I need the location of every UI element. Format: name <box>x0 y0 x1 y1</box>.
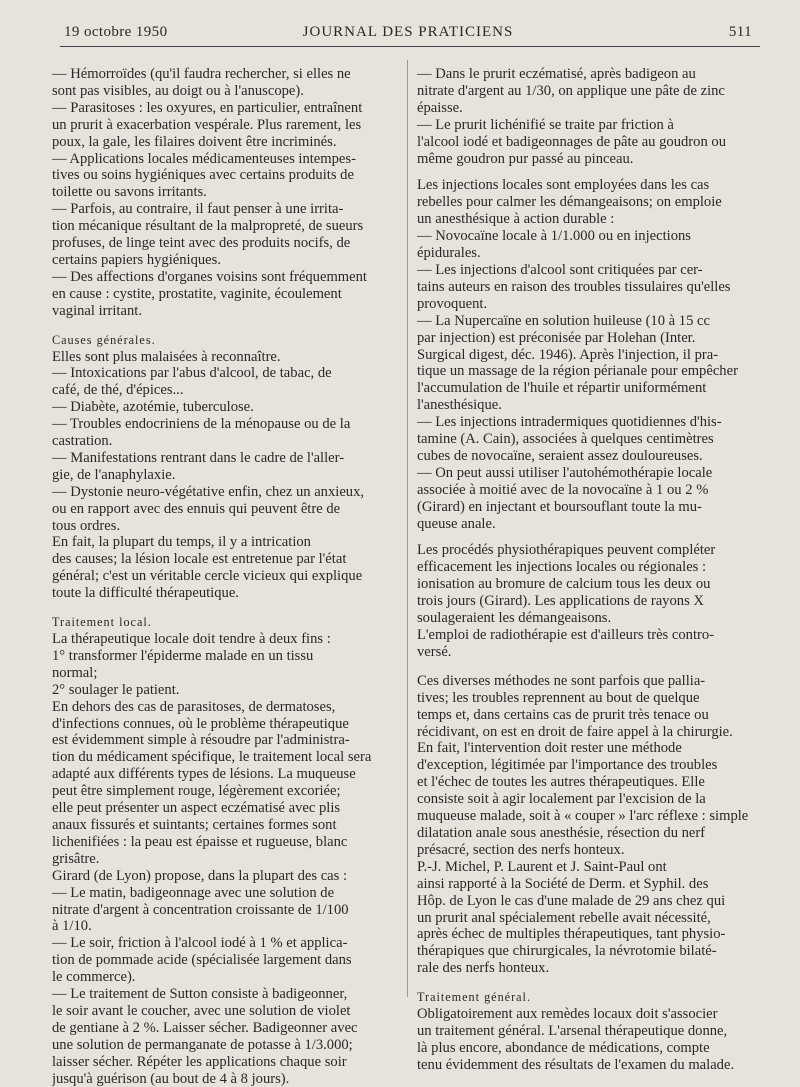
text-line: épidurales. <box>417 245 481 262</box>
text-line: tion mécanique résultant de la malpropreté, de sueurs <box>52 218 364 235</box>
text-line: poux, la gale, les filaires doivent être incriminés. <box>52 133 337 150</box>
text-line: — Troubles endocriniens de la ménopause ou de la <box>52 416 351 433</box>
text-line: par injection) est préconisée par Holehan (Inter. <box>417 329 696 346</box>
left-column <box>52 66 398 1087</box>
text-line: en cause : cystite, prostatite, vaginite, écoulement <box>52 285 342 302</box>
text-line: En dehors des cas de parasitoses, de dermatoses, <box>52 698 336 715</box>
text-line: gie, de l'anaphylaxie. <box>52 466 176 483</box>
text-line: P.-J. Michel, P. Laurent et J. Saint-Paul ont <box>417 858 667 875</box>
section-heading: Traitement local. <box>52 615 152 630</box>
text-line: ainsi rapporté à la Société de Derm. et Syphil. des <box>417 875 709 892</box>
text-line: le commerce). <box>52 969 136 986</box>
text-line: ou en rapport avec des ennuis qui peuvent être de <box>52 500 341 517</box>
text-line: — Intoxications par l'abus d'alcool, de tabac, de <box>52 365 332 382</box>
text-line: Girard (de Lyon) propose, dans la plupart des cas : <box>52 867 348 884</box>
text-line: — Hémorroïdes (qu'il faudra rechercher, si elles ne <box>52 66 351 82</box>
paragraph-gap <box>417 532 767 542</box>
text-line: des causes; la lésion locale est entretenue par l'état <box>52 551 347 568</box>
section-heading: Traitement général. <box>417 990 531 1005</box>
text-line: thérapiques que chirurgicales, la névrotomie bilaté- <box>417 943 717 960</box>
paragraph-gap <box>417 661 767 673</box>
text-line: tous ordres. <box>52 517 121 534</box>
text-line: grisâtre. <box>52 850 100 867</box>
text-line: un prurit anal spécialement rebelle avait nécessité, <box>417 909 711 926</box>
text-line: Obligatoirement aux remèdes locaux doit s'associer <box>417 1006 718 1023</box>
text-line: récidivant, on est en droit de faire appel à la chirurgie. <box>417 723 733 740</box>
text-line: 2° soulager le patient. <box>52 681 180 698</box>
text-line: — Les injections d'alcool sont critiquées par cer- <box>417 261 703 278</box>
text-line: En fait, la plupart du temps, il y a intrication <box>52 534 311 551</box>
text-line: castration. <box>52 433 113 450</box>
right-column <box>417 66 767 1074</box>
text-line: vaginal irritant. <box>52 302 142 319</box>
text-line: — On peut aussi utiliser l'autohémothérapie locale <box>417 464 713 481</box>
text-line: elle peut présenter un aspect eczématisé avec plis <box>52 800 341 817</box>
paragraph-gap <box>52 320 398 332</box>
text-line: toilette ou savons irritants. <box>52 184 207 201</box>
text-line: trois jours (Girard). Les applications de rayons X <box>417 593 704 610</box>
text-line: là plus encore, abondance de médications, compte <box>417 1039 710 1056</box>
text-line: associée à moitié avec de la novocaïne à 1 ou 2 % <box>417 481 709 498</box>
text-line: Surgical digest, déc. 1946). Après l'injection, il pra- <box>417 346 719 363</box>
text-line: cubes de novocaïne, seraient assez douloureuses. <box>417 447 703 464</box>
text-line: Hôp. de Lyon le cas d'une malade de 29 ans chez qui <box>417 892 726 909</box>
text-line: nitrate d'argent au 1/30, on applique une pâte de zinc <box>417 82 725 99</box>
text-line: même goudron pur passé au pinceau. <box>417 150 634 167</box>
text-line: peut être simplement rouge, légèrement excoriée; <box>52 783 341 800</box>
text-line: consiste soit à agir localement par l'excision de la <box>417 791 706 808</box>
text-line: — Dans le prurit eczématisé, après badigeon au <box>417 66 696 82</box>
text-line: épaisse. <box>417 99 463 116</box>
text-line: tives; les troubles reprennent au bout de quelque <box>417 689 700 706</box>
text-line: provoquent. <box>417 295 488 312</box>
text-line: l'alcool iodé et badigeonnages de pâte au goudron ou <box>417 133 726 150</box>
text-line: après échec de multiples thérapeutiques, tant physio- <box>417 926 726 943</box>
text-line: et l'échec de toutes les autres thérapeutiques. Elle <box>417 774 705 791</box>
text-line: temps et, dans certains cas de prurit très tenace ou <box>417 706 709 723</box>
text-line: l'accumulation de l'huile et répartir uniformément <box>417 380 707 397</box>
text-line: un prurit à exacerbation vespérale. Plus rarement, les <box>52 116 362 133</box>
text-line: tains auteurs en raison des troubles tissulaires qu'elles <box>417 278 731 295</box>
text-line: tion du médicament spécifique, le traitement local sera <box>52 749 372 766</box>
text-line: d'infections connues, où le problème thérapeutique <box>52 715 349 732</box>
column-divider <box>407 60 408 997</box>
page-number: 511 <box>728 24 752 40</box>
text-line: — Novocaïne locale à 1/1.000 ou en injections <box>417 228 691 245</box>
text-line: Les procédés physiothérapiques peuvent compléter <box>417 542 716 559</box>
text-line: normal; <box>52 664 98 681</box>
text-line: un anesthésique à action durable : <box>417 211 615 228</box>
text-line: toute la difficulté thérapeutique. <box>52 585 239 602</box>
text-line: est évidemment simple à résoudre par l'administra- <box>52 732 350 749</box>
text-line: — Le traitement de Sutton consiste à badigeonner, <box>52 986 348 1003</box>
text-line: d'exception, légitimée par l'importance des troubles <box>417 757 718 774</box>
text-line: rebelles pour calmer les démangeaisons; on emploie <box>417 194 722 211</box>
text-line: dilatation anale sous anesthésie, résection du nerf <box>417 824 706 841</box>
paragraph-gap <box>417 167 767 177</box>
text-line: l'anesthésique. <box>417 397 502 414</box>
text-line: nitrate d'argent à concentration croissante de 1/100 <box>52 901 349 918</box>
text-line: rale des nerfs honteux. <box>417 960 550 977</box>
text-line: (Girard) en injectant et boursouflant toute la mu- <box>417 498 702 515</box>
text-line: certains papiers hygiéniques. <box>52 251 221 268</box>
text-line: le soir avant le coucher, avec une solution de violet <box>52 1002 351 1019</box>
text-line: profuses, de linge teint avec des produits nocifs, de <box>52 235 351 252</box>
text-line: adapté aux différents types de lésions. La muqueuse <box>52 766 356 783</box>
text-line: tamine (A. Cain), associées à quelques centimètres <box>417 431 714 448</box>
text-line: de gentiane à 2 %. Laisser sécher. Badigeonner avec <box>52 1019 358 1036</box>
text-line: général; c'est un véritable cercle vicieux qui explique <box>52 568 363 585</box>
text-line: — Le soir, friction à l'alcool iodé à 1 % et applica- <box>52 935 348 952</box>
text-line: — Parasitoses : les oxyures, en particulier, entraînent <box>52 99 363 116</box>
text-line: — Le matin, badigeonnage avec une solution de <box>52 884 335 901</box>
text-line: tives ou soins hygiéniques avec certains produits de <box>52 167 354 184</box>
text-line: soulageraient les démangeaisons. <box>417 610 612 627</box>
text-line: — Des affections d'organes voisins sont fréquemment <box>52 268 367 285</box>
text-line: café, de thé, d'épices... <box>52 382 184 399</box>
text-line: versé. <box>417 643 452 660</box>
paragraph-gap <box>52 602 398 614</box>
text-line: sont pas visibles, au doigt ou à l'anuscope). <box>52 82 304 99</box>
text-line: efficacement les injections locales ou régionales : <box>417 559 707 576</box>
text-line: — Le prurit lichénifié se traite par friction à <box>417 116 674 133</box>
text-line: ionisation au bromure de calcium tous les deux ou <box>417 576 711 593</box>
text-line: un traitement général. L'arsenal thérapeutique donne, <box>417 1022 728 1039</box>
section-heading: Causes générales. <box>52 332 156 347</box>
text-line: laisser sécher. Répéter les applications chaque soir <box>52 1053 347 1070</box>
text-line: En fait, l'intervention doit rester une méthode <box>417 740 682 757</box>
paragraph-gap <box>417 977 767 989</box>
text-line: — Les injections intradermiques quotidiennes d'his- <box>417 414 722 431</box>
text-line: lichenifiées : la peau est épaisse et rugueuse, blanc <box>52 833 348 850</box>
text-line: — Dystonie neuro-végétative enfin, chez un anxieux, <box>52 483 365 500</box>
text-line: tion de pommade acide (spécialisée largement dans <box>52 952 352 969</box>
text-line: tique un massage de la région périanale pour empêcher <box>417 363 738 380</box>
page-header <box>64 20 752 46</box>
text-line: Elles sont plus malaisées à reconnaître. <box>52 348 281 365</box>
text-line: — Parfois, au contraire, il faut penser à une irrita- <box>52 201 344 218</box>
text-line: anaux fissurés et suintants; certaines formes sont <box>52 816 337 833</box>
text-line: présacré, section des nerfs honteux. <box>417 841 625 858</box>
text-line: à 1/10. <box>52 918 92 935</box>
text-line: Les injections locales sont employées dans les cas <box>417 177 710 194</box>
text-line: muqueuse malade, soit à « couper » l'arc réflexe : simple <box>417 808 749 825</box>
issue-date: 19 octobre 1950 <box>64 24 168 40</box>
text-line: — La Nupercaïne en solution huileuse (10 à 15 cc <box>417 312 710 329</box>
text-line: — Applications locales médicamenteuses intempes- <box>52 150 356 167</box>
text-line: tenu évidemment des résultats de l'examen du malade. <box>417 1056 735 1073</box>
journal-title: JOURNAL DES PRATICIENS <box>302 24 514 40</box>
text-line: Ces diverses méthodes ne sont parfois que pallia- <box>417 672 706 689</box>
text-line: 1° transformer l'épiderme malade en un tissu <box>52 647 314 664</box>
text-line: L'emploi de radiothérapie est d'ailleurs très contro- <box>417 627 715 643</box>
text-line: jusqu'à guérison (au bout de 4 à 8 jours). <box>52 1070 290 1087</box>
text-line: — Manifestations rentrant dans le cadre de l'aller- <box>52 449 345 466</box>
text-line: — Diabète, azotémie, tuberculose. <box>52 399 254 416</box>
text-line: La thérapeutique locale doit tendre à deux fins : <box>52 631 331 647</box>
text-line: une solution de permanganate de potasse à 1/3.000; <box>52 1036 353 1053</box>
header-rule <box>60 46 760 47</box>
text-line: queuse anale. <box>417 515 496 532</box>
